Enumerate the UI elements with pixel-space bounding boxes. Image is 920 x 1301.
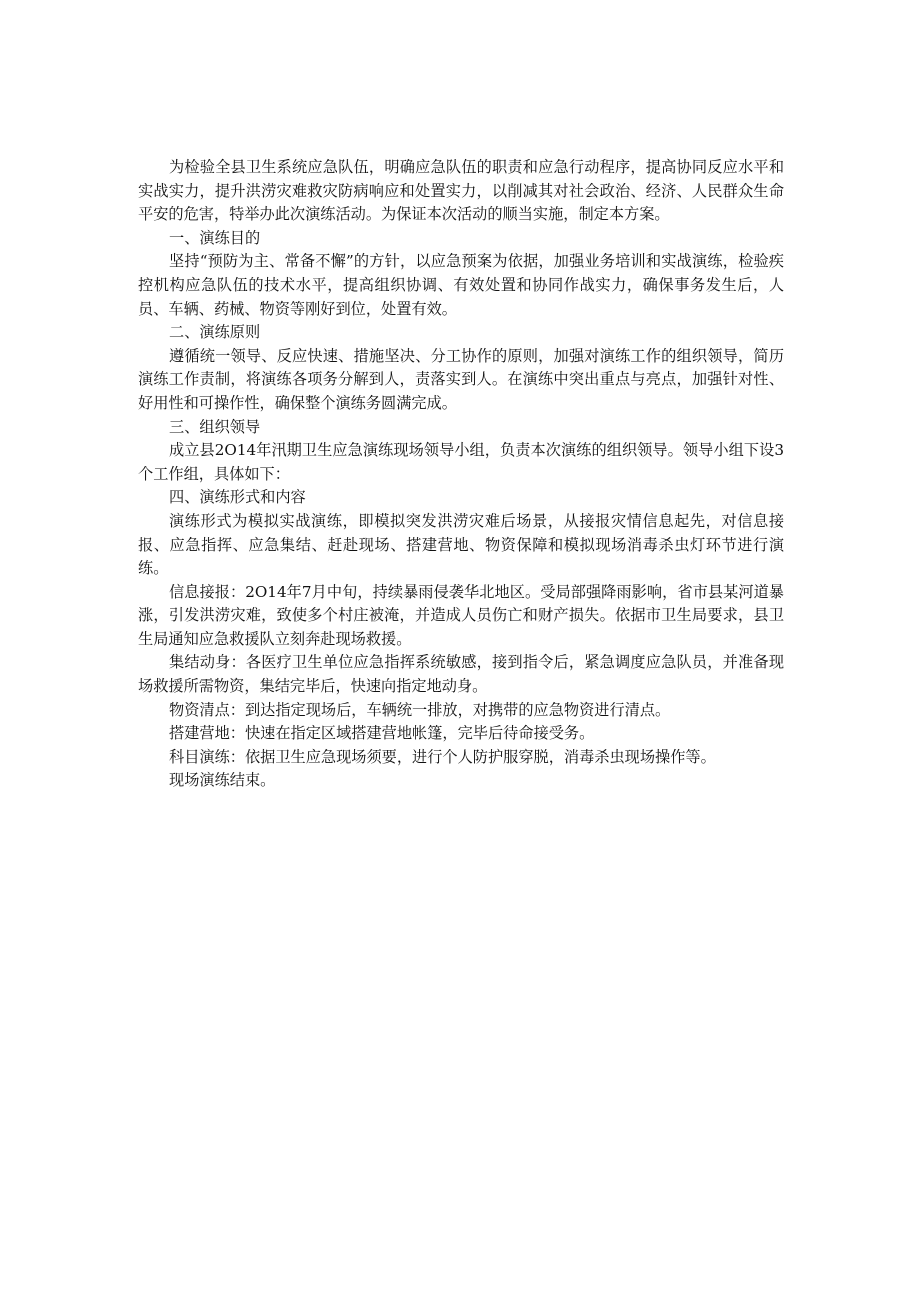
- supplies-check-paragraph: 物资清点：到达指定现场后，车辆统一排放，对携带的应急物资进行清点。: [169, 700, 671, 719]
- leadership-paragraph: 成立县2O14年汛期卫生应急演练现场领导小组，负责本次演练的组织领导。领导小组下设3个工作组，具体如下：: [138, 441, 784, 483]
- principles-paragraph: 遵循统一领导、反应快速、措施坚决、分工协作的原则，加强对演练工作的组织领导，简历演练工作责制，将演练各项务分解到人，责落实到人。在演练中突出重点与亮点，加强针对性、好用性和可操作性，确保整个演练务圆满完成。: [138, 346, 784, 412]
- intro-paragraph: 为检验全县卫生系统应急队伍，明确应急队伍的职责和应急行动程序，提高协同反应水平和实战实力，提升洪涝灾难救灾防病响应和处置实力，以削减其对社会政治、经济、人民群众生命平安的危害，特举办此次演练活动。为保证本次活动的顺当实施，制定本方案。: [138, 158, 784, 224]
- drill-form-paragraph: 演练形式为模拟实战演练，即模拟突发洪涝灾难后场景，从接报灾情信息起先，对信息接报、应急指挥、应急集结、赶赴现场、搭建营地、物资保障和模拟现场消毒杀虫灯环节进行演练。: [138, 511, 784, 578]
- camp-setup-paragraph: 搭建营地：快速在指定区域搭建营地帐篷，完毕后待命接受务。: [169, 724, 595, 743]
- section-heading-leadership: 三、组织领导: [169, 417, 261, 436]
- purpose-paragraph: 坚持“预防为主、常备不懈”的方针，以应急预案为依据，加强业务培训和实战演练，检验疾控机构应急队伍的技术水平，提高组织协调、有效处置和协同作战实力，确保事务发生后，人员、车辆、药械、物资等刚好到位，处置有效。: [138, 252, 784, 318]
- document-page: [138, 156, 784, 793]
- section-heading-form-content: 四、演练形式和内容: [169, 488, 306, 507]
- assembly-paragraph: 集结动身：各医疗卫生单位应急指挥系统敏感，接到指令后，紧急调度应急队员，并准备现场救援所需物资，集结完毕后，快速向指定地动身。: [138, 653, 784, 696]
- subject-drill-paragraph: 科目演练：依据卫生应急现场须要，进行个人防护服穿脱，消毒杀虫现场操作等。: [169, 747, 716, 766]
- section-heading-principles: 二、演练原则: [169, 323, 261, 342]
- drill-end-paragraph: 现场演练结束。: [169, 771, 276, 790]
- section-heading-purpose: 一、演练目的: [169, 228, 261, 247]
- info-report-paragraph: 信息接报：2O14年7月中旬，持续暴雨侵袭华北地区。受局部强降雨影响，省市县某河道暴涨，引发洪涝灾难，致使多个村庄被淹，并造成人员伤亡和财产损失。依据市卫生局要求，县卫生局通知应急救援队立刻奔赴现场救援。: [138, 582, 784, 648]
